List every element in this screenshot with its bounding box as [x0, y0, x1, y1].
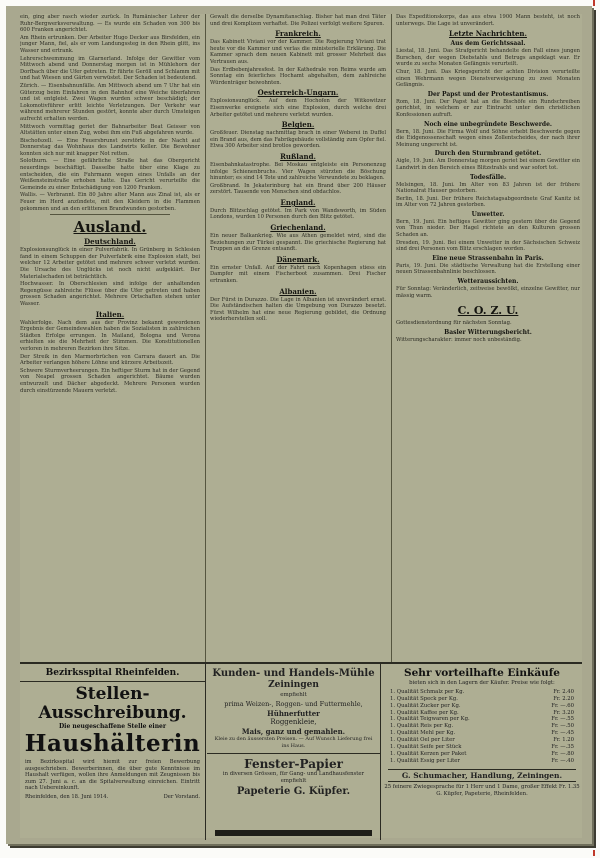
subheading: Aus dem Gerichtssaal.	[450, 40, 526, 48]
column-rule	[205, 14, 206, 662]
article-paragraph: Mittwoch vormittag geriet der Bahnarbeiter Beat Geisser von Altstätten unter einen Zug, wobei ihm ein Fuß abgefahren wurde.	[20, 123, 200, 137]
price-value: Fr. —.55	[551, 716, 574, 723]
article-paragraph: Bern, 18. Juni. Die Firma Wolf und Söhne erhebt Beschwerde gegen die Eidgenossenschaft wegen eines Zollentscheides, der nach ihrer Meinung ungerecht ist.	[396, 128, 580, 148]
price-row	[390, 689, 574, 696]
article-paragraph: Rom, 18. Juni. Der Papst hat an die Bischöfe ein Rundschreiben gerichtet, in welchem er zur Eintracht unter den christlichen Konfessionen aufruft.	[396, 98, 580, 118]
article-paragraph: Chur, 18. Juni. Das Kriegsgericht der achten Division verurteilte einen Wehrmann wegen Dienstverweigerung zu zwei Monaten Gefängnis.	[396, 68, 580, 89]
article-paragraph: Ein ernster Unfall. Auf der Fahrt nach Kopenhagen stiess ein Dampfer mit einem Fischerboot zusammen. Drei Fischer ertranken.	[210, 264, 386, 285]
article-paragraph: Schwere Sturmverheerungen. Ein heftiger Sturm hat in der Gegend von Neapel grossen Schaden angerichtet. Bäume wurden entwurzelt und Dächer abgedeckt. Mehrere Personen wurden durch einstürzende Mauern verletzt.	[20, 367, 200, 394]
price-value: Fr. —.45	[551, 730, 574, 737]
article-paragraph: Explosionsunglück in einer Pulverfabrik. In Grünberg in Schlesien fand in einem Schuppen der Pulverfabrik eine Explosion statt, bei welcher 12 Arbeiter getötet und mehrere schwer verletzt wurden. Die Ursache des Unglücks ist noch nicht aufgeklärt. Der Materialschaden ist beträchtlich.	[20, 247, 200, 280]
price-row	[390, 737, 574, 744]
newspaper-content	[20, 14, 582, 838]
price-item: 1. Qualität Essig per Liter	[390, 757, 460, 764]
article-paragraph: Witterungscharakter: immer noch unbeständig.	[396, 336, 522, 343]
country-heading-albanien: Albanien.	[279, 286, 317, 296]
article-paragraph: Großbrand. In Jekaterinburg hat ein Brand über 200 Häuser zerstört. Tausende von Menschen sind obdachlos.	[210, 182, 386, 196]
price-value: Fr. 2.20	[553, 695, 574, 702]
ad-mill-owner: Zeiningen	[268, 680, 319, 690]
price-value: Fr. —.80	[551, 750, 574, 757]
article-paragraph: Ein neuer Balkankrieg. Wie aus Athen gemeldet wird, sind die Beziehungen zur Türkei gespannt. Die griechische Regierung hat Truppen an die Grenze entsandt.	[210, 233, 386, 253]
divider	[50, 214, 170, 215]
subheading: Eine neue Strassenbahn in Paris.	[432, 254, 544, 262]
price-row	[390, 716, 574, 723]
country-heading-griechenland: Griechenland.	[270, 223, 326, 233]
price-value: Fr. —.35	[551, 744, 574, 751]
price-item: 1. Qualität Zucker per Kg.	[390, 702, 461, 709]
article-paragraph: Großfeuer. Dienstag nachmittag brach in einer Weberei in Duffel ein Brand aus, dem das Fabrikgebäude vollständig zum Opfer fiel. Etwa 300 Arbeiter sind brotlos geworden.	[210, 130, 386, 150]
price-value: Fr. 1.20	[553, 737, 574, 744]
price-row	[390, 751, 574, 758]
subheading: Unwetter.	[471, 210, 505, 218]
price-value: Fr. —.50	[551, 723, 574, 730]
section-heading-letzte-nachrichten: Letzte Nachrichten.	[449, 29, 527, 39]
article-paragraph: Hochwasser. In Oberschlesien sind infolge der anhaltenden Regengüsse zahlreiche Flüsse über die Ufer getreten und haben grossen Schaden angerichtet. Mehrere Ortschaften stehen unter Wasser.	[20, 281, 200, 307]
ad-signature: Der Vorstand.	[163, 793, 200, 800]
price-row	[390, 723, 574, 730]
article-paragraph: Paris, 19. Juni. Die städtische Verwaltung hat die Erstellung einer neuen Strassenbahnlinie beschlossen.	[396, 262, 580, 276]
price-item: 1. Qualität Schmalz per Kg.	[390, 688, 465, 695]
red-margin-line	[593, 0, 595, 858]
ad-decorative-bar	[215, 830, 372, 836]
section-heading-coz: C. O. Z. U.	[457, 304, 519, 318]
country-heading-deutschland: Deutschland.	[84, 237, 136, 247]
subheading: Basler Witterungsbericht.	[444, 328, 532, 336]
ad-shop-footer: G. Küpfer, Papeterie, Rheinfelden.	[436, 790, 528, 797]
price-row	[390, 710, 574, 717]
price-item: 1. Qualität Mehl per Kg.	[390, 730, 456, 737]
ad-mill-line: prima Weizen-, Roggen- und Futtermehle,	[224, 700, 363, 708]
article-paragraph: Solothurn. — Eine gefährliche Straße hat das Obergericht neuerdings beschäftigt. Dasselbe hatte über eine Klage zu entscheiden, die ein Fuhrmann wegen eines Unfalls an der Weißensteinstraße erhoben hatte. Das Gericht verurteilte die Gemeinde zu einer Entschädigung von 1200 Franken.	[20, 158, 200, 191]
article-paragraph: Für Sonntag: Veränderlich, zeitweise bewölkt, einzelne Gewitter, nur mässig warm.	[396, 286, 580, 299]
column-rule	[391, 14, 392, 662]
ad-shop	[382, 664, 582, 840]
article-paragraph: Zürich. — Eisenbahnunfälle. Am Mittwoch abend um 7 Uhr hat ein Güterzug beim Einfahren in den Bahnhof eine Weiche überfahren und ist entgleist. Zwei Wagen wurden schwer beschädigt; der Lokomotivführer erlitt leichte Verletzungen. Der Verkehr war während mehrerer Stunden gestört, konnte aber durch Umsteigen aufrecht erhalten werden.	[20, 82, 200, 122]
column-1	[20, 14, 200, 662]
country-heading-frankreich: Frankreich.	[275, 29, 321, 39]
ad-paper-box	[207, 753, 380, 799]
column-2	[210, 14, 386, 662]
article-paragraph: Das Kabinett Viviani vor der Kammer. Die Regierung Viviani trat heute vor die Kammer und verlas die ministerielle Erklärung. Die Kammer sprach dem neuen Kabinett mit grosser Mehrheit das Vertrauen aus.	[210, 39, 386, 65]
ad-title: Stellen-Ausschreibung.	[38, 684, 187, 723]
price-value: Fr. 3.20	[553, 709, 574, 716]
article-paragraph: Am Rhein ertrunken. Der Arbeiter Hugo Decker aus Birsfelden, ein junger Mann, fiel, als er vom Landungssteg in den Rhein glitt, ins Wasser und ertrank.	[20, 34, 200, 54]
article-paragraph: Gewalt die derselbe Dynamitanschlag. Bisher hat man drei Täter und drei Komplizen verhaftet. Die Polizei verfolgt weitere Spuren.	[210, 14, 386, 27]
ad-body: im Bezirksspital wird hiemit zur freien Bewerbung ausgeschrieben. Bewerberinnen, die über gute Kenntnisse im Haushalt verfügen, wollen ihre Anmeldungen mit Zeugnissen bis zum 27. Juni a. c. an die Spitalverwaltung einreichen. Eintritt nach Uebereinkunft.	[25, 759, 200, 791]
ad-shop-footer: 25 feinere Zwiegesprache für 1 Herr und 1 Dame, großer Effekt Fr. 1.35	[384, 783, 580, 790]
country-heading-belgien: Belgien.	[281, 120, 315, 130]
subheading: Durch den Sturmbrand getötet.	[434, 150, 542, 158]
ad-shop-price-list	[382, 687, 582, 767]
ad-mill-line: Kleie zu den äussersten Preisen. — Auf Wunsch Lieferung frei ins Haus.	[214, 736, 373, 749]
price-row	[390, 758, 574, 765]
ad-mill	[207, 664, 381, 840]
subheading: Wetteraussichten.	[457, 278, 519, 286]
article-paragraph: ein, ging aber rasch wieder zurück. In Rumänischer Lehrer der Ruhr-Bergwerksverwaltung. — Es wurde ein Schaden von 300 bis 600 Franken angerichtet.	[20, 14, 200, 34]
price-row	[390, 730, 574, 737]
price-item: 1. Qualität Kaffee per Kg.	[390, 709, 459, 716]
article-paragraph: Melsingen, 18. Juni. Im Alter von 83 Jahren ist der frühere Nationalrat Hauser gestorben.	[396, 181, 580, 195]
ad-mill-line: Hühnerfutter	[267, 709, 320, 718]
country-heading-russland: Rußland.	[280, 151, 316, 161]
price-value: Fr. —.40	[551, 757, 574, 764]
ad-shop-intro: bieten sich in den Lagern der Käufer. Preise wie folgt:	[409, 680, 555, 686]
article-paragraph: Durch Blitzschlag getötet. Im Park von Wandsworth, im Süden Londons, wurden 10 Personen durch den Blitz getötet.	[210, 207, 386, 221]
price-value: Fr. 2.40	[553, 688, 574, 695]
article-paragraph: Eisenbahnkatastrophe. Bei Moskau entgleiste ein Personenzug infolge Schienenbruchs. Vier Wagen stürzten die Böschung hinunter; es sind 14 Tote und zahlreiche Verwundete zu beklagen.	[210, 161, 386, 182]
country-heading-england: England.	[280, 197, 316, 207]
price-row	[390, 744, 574, 751]
article-paragraph: Lehrerschwemmung im Glarnerland. Infolge der Gewitter vom Mittwoch abend und Donnerstag morgen ist in Mühlehorn der Dorfbach über die Ufer getreten. Er führte Geröll und Schlamm mit und hat Wiesen und Gärten verwüstet. Der Schaden ist bedeutend.	[20, 55, 200, 82]
country-heading-oesterreich: Oesterreich-Ungarn.	[257, 88, 339, 98]
country-heading-italien: Italien.	[95, 309, 125, 319]
article-paragraph: Dresden, 19. Juni. Bei einem Unwetter in der Sächsischen Schweiz sind drei Personen vom Blitz erschlagen worden.	[396, 239, 580, 253]
ad-shop-title: Sehr vorteilhafte Einkäufe	[404, 667, 560, 679]
ad-hospital	[20, 664, 206, 840]
section-heading-ausland: Ausland.	[73, 218, 147, 237]
price-item: 1. Qualität Oel per Liter	[390, 737, 455, 744]
article-paragraph: Bischofszell. — Eine Feuersbrunst zerstörte in der Nacht auf Donnerstag das Wohnhaus des Landwirts Keller. Die Bewohner konnten sich nur mit knapper Not retten.	[20, 137, 200, 157]
ad-paper-sub: in diversen Grössen, für Gang- und Landhausfenster empfiehlt	[222, 771, 365, 784]
newspaper-page	[6, 6, 592, 844]
price-item: 1. Qualität Speck per Kg.	[390, 695, 458, 702]
ad-signature-line	[20, 794, 205, 801]
ad-shop-company: G. Schumacher, Handlung, Zeiningen.	[388, 769, 576, 782]
ad-position: Haushälterin	[24, 730, 201, 757]
ad-mill-line: empfiehlt	[280, 692, 307, 698]
ad-hospital-name: Bezirksspital Rheinfelden.	[20, 668, 205, 682]
country-heading-daenemark: Dänemark.	[276, 254, 320, 264]
ad-mill-line: Roggenkleie,	[270, 718, 317, 726]
article-paragraph: Der Fürst in Durazzo. Die Lage in Albanien ist unverändert ernst. Die Aufständischen halten die Umgebung von Durazzo besetzt. Fürst Wilhelm hat eine neue Regierung gebildet, die Ordnung wiederherstellen soll.	[210, 296, 386, 323]
ad-subtitle: Die neugeschaffene Stelle einer	[58, 723, 167, 730]
article-paragraph: Der Streik in den Marmorbrüchen von Carrara dauert an. Die Arbeiter verlangen höhere Löhne und kürzere Arbeitszeit.	[20, 353, 200, 367]
article-paragraph: Aigle, 19. Juni. Am Donnerstag morgen geriet bei einem Gewitter ein Landwirt in den Bereich eines Blitzstrahls und war sofort tot.	[396, 158, 580, 171]
article-paragraph: Wallis. — Verbrannt. Ein 80 Jahre alter Mann aus Zinal ist, als er Feuer im Herd anzündete, mit den Kleidern in die Flammen gekommen und an den erlittenen Brandwunden gestorben.	[20, 192, 200, 212]
article-paragraph: Explosionsunglück. Auf dem Hochofen der Witkowitzer Eisenwerke ereignete sich eine Explosion, durch welche drei Arbeiter getötet und mehrere verletzt wurden.	[210, 98, 386, 118]
price-item: 1. Qualität Kerzen per Paket	[390, 750, 467, 757]
price-item: 1. Qualität Reis per Kg.	[390, 723, 454, 730]
ad-paper-title: Fenster-Papier	[244, 757, 343, 771]
subheading: Der Papst und der Protestantismus.	[427, 90, 549, 98]
article-paragraph: Das Erdbebenjahresfest. In der Kathedrale von Reims wurde am Sonntag ein feierliches Hochamt abgehalten, dem zahlreiche Würdenträger beiwohnten.	[210, 66, 386, 86]
advertisement-section	[20, 662, 582, 838]
price-item: 1. Qualität Teigwaren per Kg.	[390, 716, 470, 723]
article-paragraph: Wahlerfolge. Nach dem aus der Provinz bekannt gewordenen Ergebnis der Gemeindewahlen haben die Sozialisten in zahlreichen Städten Erfolge errungen. In Mailand, Bologna und Verona erhielten sie die Mehrheit der Stimmen. Die Konstitutionellen verloren in mehreren Bezirken ihre Sitze.	[20, 319, 200, 352]
subheading: Noch eine unbegründete Beschwerde.	[424, 120, 552, 128]
article-paragraph: Das Expeditionskorps, das aus etwa 1900 Mann besteht, ist noch unterwegs. Die Lage ist unverändert.	[396, 14, 580, 27]
ad-mill-line: Mais, ganz und gemahlen.	[241, 727, 346, 736]
article-paragraph: Liestal, 18. Juni. Das Strafgericht behandelte den Fall eines jungen Burschen, der wegen Diebstahls und Betrugs angeklagt war. Er wurde zu sechs Monaten Gefängnis verurteilt.	[396, 48, 580, 68]
ad-date: Rheinfelden, den 18. Juni 1914.	[25, 793, 109, 800]
price-value: Fr. —.60	[551, 702, 574, 709]
ad-paper-shop: Papeterie G. Küpfer.	[236, 786, 351, 797]
article-paragraph: Gottesdienstordnung für nächsten Sonntag.	[396, 320, 512, 327]
article-paragraph: Bern, 19. Juni. Ein heftiges Gewitter ging gestern über die Gegend von Thun nieder. Der Hagel richtete an den Kulturen grossen Schaden an.	[396, 218, 580, 239]
price-row	[390, 703, 574, 710]
price-row	[390, 696, 574, 703]
ad-mill-title: Kunden- und Handels-Mühle	[212, 668, 375, 679]
article-paragraph: Berlin, 18. Juni. Der frühere Reichstagsabgeordnete Graf Kanitz ist im Alter von 72 Jahren gestorben.	[396, 195, 580, 209]
column-3	[396, 14, 580, 662]
subheading: Todesfälle.	[469, 173, 507, 181]
price-item: 1. Qualität Seife per Stück	[390, 744, 462, 751]
